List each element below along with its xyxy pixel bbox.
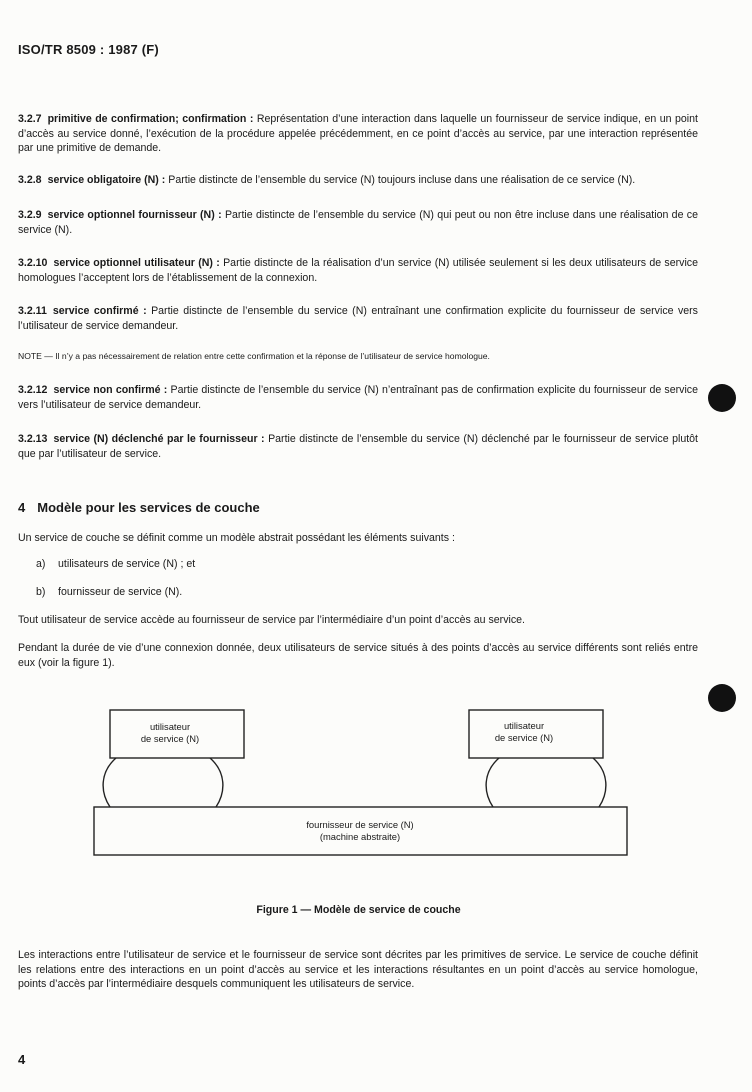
access-point-left-arc-l [103, 758, 116, 807]
access-point-right-arc-l [486, 758, 499, 807]
paragraph-interactions: Les interactions entre l’utilisateur de service et le fournisseur de service sont décrites par les primitives de service. Le service de couche définit les relations entre des interactions en un point d’accès au service et les interactions résultantes en un point d’accès au service homologue, points d’accès par l’intermédiaire desquels communiquent les utilisateurs de service. [18, 949, 698, 990]
clause-text: Partie distincte de la réalisation d’un service (N) utilisée seulement si les deux utilisateurs de service homologues l’acceptent lors de l’établissement de la connexion. [18, 257, 698, 284]
clause-number: 3.2.9 [18, 209, 42, 221]
paragraph-access: Tout utilisateur de service accède au fournisseur de service par l’intermédiaire d’un point d’accès au service. [18, 614, 525, 626]
list-marker: a) [36, 558, 46, 570]
clause-number: 3.2.13 [18, 433, 48, 445]
user-left-label [110, 721, 230, 745]
clause-text: Partie distincte de l’ensemble du service (N) déclenché par le fournisseur de service plutôt que par l’utilisateur de service. [18, 433, 698, 460]
clause-term: service non confirmé : [53, 384, 168, 396]
clause-number: 3.2.12 [18, 384, 48, 396]
page-number: 4 [18, 1052, 26, 1067]
document-header: ISO/TR 8509 : 1987 (F) [18, 42, 159, 57]
clause-text: Partie distincte de l’ensemble du service (N) toujours incluse dans une réalisation de ce service (N). [168, 174, 636, 186]
list-item-text: fournisseur de service (N). [58, 586, 183, 598]
clause-text: Représentation d’une interaction dans laquelle un fournisseur de service indique, en un point d’accès au service donné, l’exécution de la procédure appelée précédemment, en ce point d’accès au service, par une interaction représentée par une primitive de demande. [18, 113, 698, 154]
clause-text: Partie distincte de l’ensemble du service (N) entraînant une confirmation explicite du fournisseur de service vers l’utilisateur de service demandeur. [18, 305, 698, 332]
user-left-line1: utilisateur [149, 721, 191, 732]
clause-text: Partie distincte de l’ensemble du service (N) n’entraînant pas de confirmation explicite du fournisseur de service vers l’utilisateur de service demandeur. [18, 384, 698, 411]
user-right-label [469, 720, 579, 744]
user-right-line1: utilisateur [503, 720, 545, 731]
section-number: 4 [18, 500, 26, 515]
clause-number: 3.2.7 [18, 113, 42, 125]
note: NOTE — Il n’y a pas nécessairement de relation entre cette confirmation et la réponse de l’utilisateur de service homologue. [18, 351, 490, 361]
clause-number: 3.2.11 [18, 305, 47, 317]
provider-label [280, 819, 440, 843]
figure-caption: Figure 1 — Modèle de service de couche [256, 904, 461, 916]
list-item-text: utilisateurs de service (N) ; et [58, 558, 196, 570]
section-intro: Un service de couche se définit comme un modèle abstrait possédant les éléments suivants : [18, 532, 455, 544]
clause-term: service (N) déclenché par le fournisseur : [53, 433, 265, 445]
clause-number: 3.2.10 [18, 257, 48, 269]
clause-number: 3.2.8 [18, 174, 42, 186]
clause-text: Partie distincte de l’ensemble du service (N) qui peut ou non être incluse dans une réalisation de ce service (N). [18, 209, 698, 236]
user-right-line2: de service (N) [494, 732, 554, 743]
provider-line1: fournisseur de service (N) [306, 819, 414, 830]
user-left-line2: de service (N) [140, 733, 200, 744]
clause-term: service confirmé : [52, 305, 147, 317]
access-point-right-arc-r [593, 758, 606, 807]
clause-term: service obligatoire (N) : [47, 174, 166, 186]
provider-line2: (machine abstraite) [319, 831, 401, 842]
clause-term: service optionnel utilisateur (N) : [53, 257, 220, 269]
list-marker: b) [36, 586, 46, 598]
clause-term: service optionnel fournisseur (N) : [47, 209, 222, 221]
clause-term: primitive de confirmation; confirmation : [47, 113, 254, 125]
access-point-left-arc-r [210, 758, 223, 807]
paragraph-connection: Pendant la durée de vie d’une connexion donnée, deux utilisateurs de service situés à des points d’accès au service différents sont reliés entre eux (voir la figure 1). [18, 642, 698, 669]
section-title-text: Modèle pour les services de couche [37, 500, 260, 515]
